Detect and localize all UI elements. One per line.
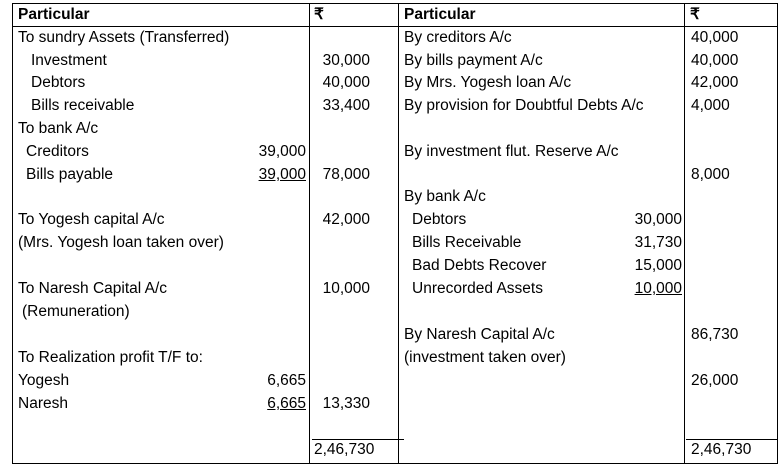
debit-creditors: Creditors	[26, 143, 89, 160]
credit-unrecorded-assets-amount: 10,000	[634, 280, 682, 297]
debit-debtors: Debtors	[31, 74, 86, 91]
debit-investment-amount: 30,000	[322, 52, 370, 69]
debit-naresh-amount: 6,665	[267, 395, 306, 412]
table-bottom-border	[12, 463, 778, 464]
debit-bills-receivable-amount: 33,400	[322, 97, 370, 114]
credit-bills-payment: By bills payment A/c	[404, 52, 543, 69]
credit-mrs-yogesh-loan: By Mrs. Yogesh loan A/c	[404, 74, 572, 91]
debit-debtors-amount: 40,000	[322, 74, 370, 91]
debit-bills-receivable: Bills receivable	[31, 97, 135, 114]
debit-realization-profit: To Realization profit T/F to:	[18, 349, 203, 366]
debit-yogesh: Yogesh	[18, 372, 70, 389]
credit-investment-flut: By investment flut. Reserve A/c	[404, 143, 619, 160]
header-right-amount: ₹	[690, 6, 700, 23]
header-bottom-border	[12, 26, 778, 27]
debit-sundry-assets: To sundry Assets (Transferred)	[18, 29, 230, 46]
debit-yogesh-capital: To Yogesh capital A/c	[18, 211, 165, 228]
credit-bills-payment-amount: 40,000	[691, 52, 739, 69]
header-left-amount: ₹	[314, 6, 324, 23]
debit-naresh: Naresh	[18, 395, 68, 412]
left-border	[12, 3, 13, 464]
header-left-particular: Particular	[18, 6, 90, 23]
center-divider	[398, 3, 399, 464]
debit-bills-payable-amount: 39,000	[258, 166, 306, 183]
debit-bills-payable: Bills payable	[26, 166, 114, 183]
credit-bad-debts-amount: 15,000	[634, 257, 682, 274]
credit-creditors: By creditors A/c	[404, 29, 512, 46]
debit-bank-total: 78,000	[322, 166, 370, 183]
credit-unrecorded-assets: Unrecorded Assets	[412, 280, 543, 297]
credit-debtors: Debtors	[412, 211, 467, 228]
debit-naresh-note: (Remuneration)	[22, 303, 130, 320]
debit-yogesh-note: (Mrs. Yogesh loan taken over)	[18, 234, 224, 251]
right-amount-divider	[684, 3, 685, 464]
credit-bank-total: 86,730	[691, 326, 739, 343]
header-right-particular: Particular	[404, 6, 476, 23]
debit-naresh-capital: To Naresh Capital A/c	[18, 280, 168, 297]
credit-bank: By bank A/c	[404, 188, 486, 205]
credit-naresh-capital-amount: 26,000	[691, 372, 739, 389]
credit-provision-amount: 4,000	[691, 97, 730, 114]
debit-creditors-amount: 39,000	[258, 143, 306, 160]
debit-grand-total: 2,46,730	[314, 441, 375, 458]
credit-provision: By provision for Doubtful Debts A/c	[404, 97, 644, 114]
credit-bad-debts: Bad Debts Recover	[412, 257, 547, 274]
credit-naresh-note: (investment taken over)	[404, 349, 566, 366]
debit-profit-total: 13,330	[322, 395, 370, 412]
credit-mrs-yogesh-loan-amount: 42,000	[691, 74, 739, 91]
credit-bills-receivable-amount: 31,730	[634, 234, 682, 251]
debit-bank: To bank A/c	[18, 120, 99, 137]
debit-investment: Investment	[31, 52, 107, 69]
debit-naresh-capital-amount: 10,000	[322, 280, 370, 297]
credit-creditors-amount: 40,000	[691, 29, 739, 46]
credit-debtors-amount: 30,000	[634, 211, 682, 228]
credit-bills-receivable: Bills Receivable	[412, 234, 522, 251]
credit-naresh-capital: By Naresh Capital A/c	[404, 326, 555, 343]
debit-yogesh-capital-amount: 42,000	[322, 211, 370, 228]
debit-yogesh-amount: 6,665	[267, 372, 306, 389]
credit-grand-total: 2,46,730	[691, 441, 752, 458]
table-top-border	[12, 3, 778, 4]
credit-investment-flut-amount: 8,000	[691, 166, 730, 183]
right-border	[777, 3, 778, 464]
